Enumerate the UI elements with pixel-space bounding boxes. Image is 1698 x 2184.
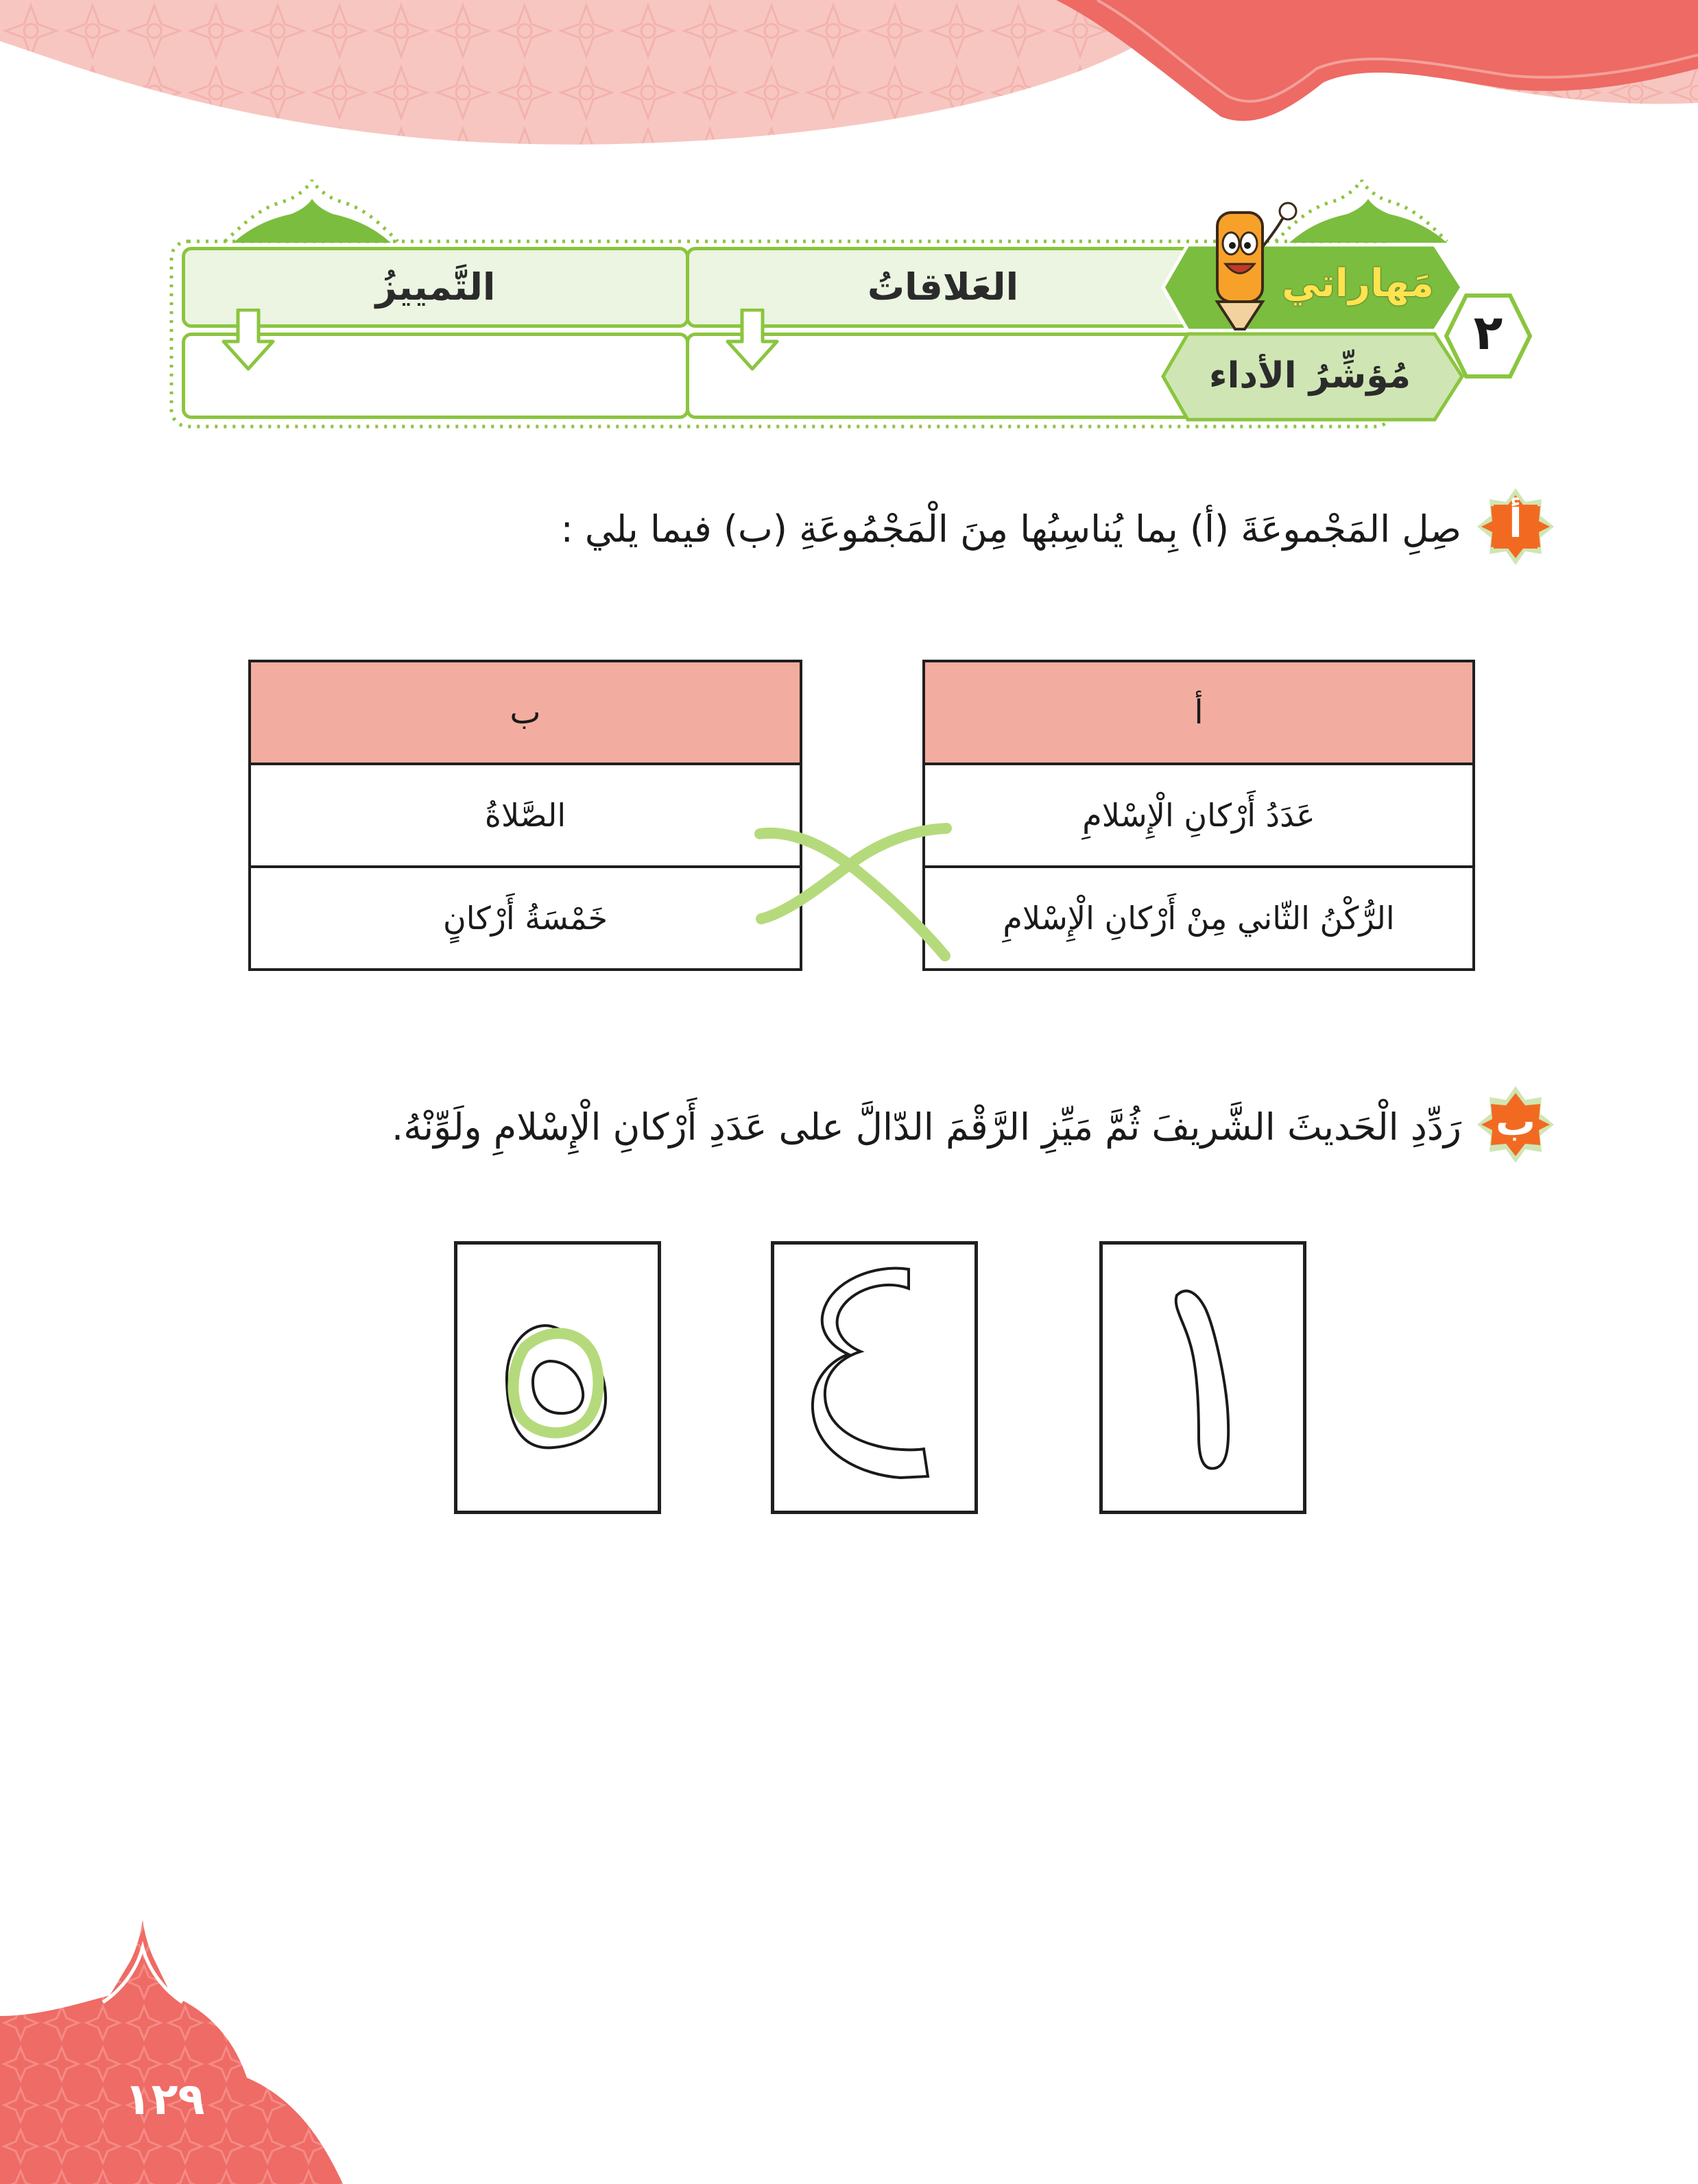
question-b-prompt: رَدِّدِ الْحَديثَ الشَّريفَ ثُمَّ مَيِّزِ الرَّقْمَ الدّالَّ على عَدَدِ أَرْكانِ الْإِسْلامِ ولَوِّنْهُ. (392, 1105, 1461, 1149)
group-b-item[interactable]: الصَّلاةُ (250, 764, 801, 867)
indicator-label: مُؤشِّرُ الأداء (1208, 355, 1411, 396)
group-b-item[interactable]: خَمْسَةُ أَرْكانٍ (250, 867, 801, 970)
top-decorative-band (0, 0, 1698, 158)
group-a-table (922, 660, 1475, 971)
header-label-distinction: التَّمييزُ (375, 265, 496, 309)
question-b-badge-letter: ب (1495, 1098, 1536, 1144)
pencil-mascot-icon (1190, 199, 1300, 336)
number-box-selected[interactable] (454, 1241, 661, 1514)
matching-lines (748, 816, 974, 974)
question-a-prompt: صِلِ المَجْموعَةَ (أ) بِما يُناسِبُها مِنَ الْمَجْمُوعَةِ (ب) فيما يلي : (560, 507, 1461, 551)
number-box[interactable] (1099, 1241, 1306, 1514)
arrow-down-icon (725, 309, 780, 372)
number-glyph (457, 1506, 658, 1507)
group-b-table (248, 660, 802, 971)
skills-title: مَهاراتي (1282, 261, 1434, 306)
question-a-badge-letter: أ (1509, 500, 1522, 547)
number-glyph (774, 1506, 974, 1507)
header-label-relations: العَلاقاتُ (867, 265, 1019, 309)
number-glyph (1103, 1506, 1303, 1507)
group-b-header: ب (250, 661, 801, 764)
number-box[interactable] (771, 1241, 978, 1514)
arrow-down-icon (221, 309, 276, 372)
page-number: ١٢٩ (124, 2074, 205, 2125)
group-a-item[interactable]: الرُّكْنُ الثّاني مِنْ أَرْكانِ الْإِسْلامِ (924, 867, 1474, 970)
bottom-dome-decoration (0, 1920, 357, 2184)
group-a-header: أ (924, 661, 1474, 764)
section-number: ٢ (1473, 304, 1503, 361)
group-a-item[interactable]: عَدَدُ أَرْكانِ الْإِسْلامِ (924, 764, 1474, 867)
